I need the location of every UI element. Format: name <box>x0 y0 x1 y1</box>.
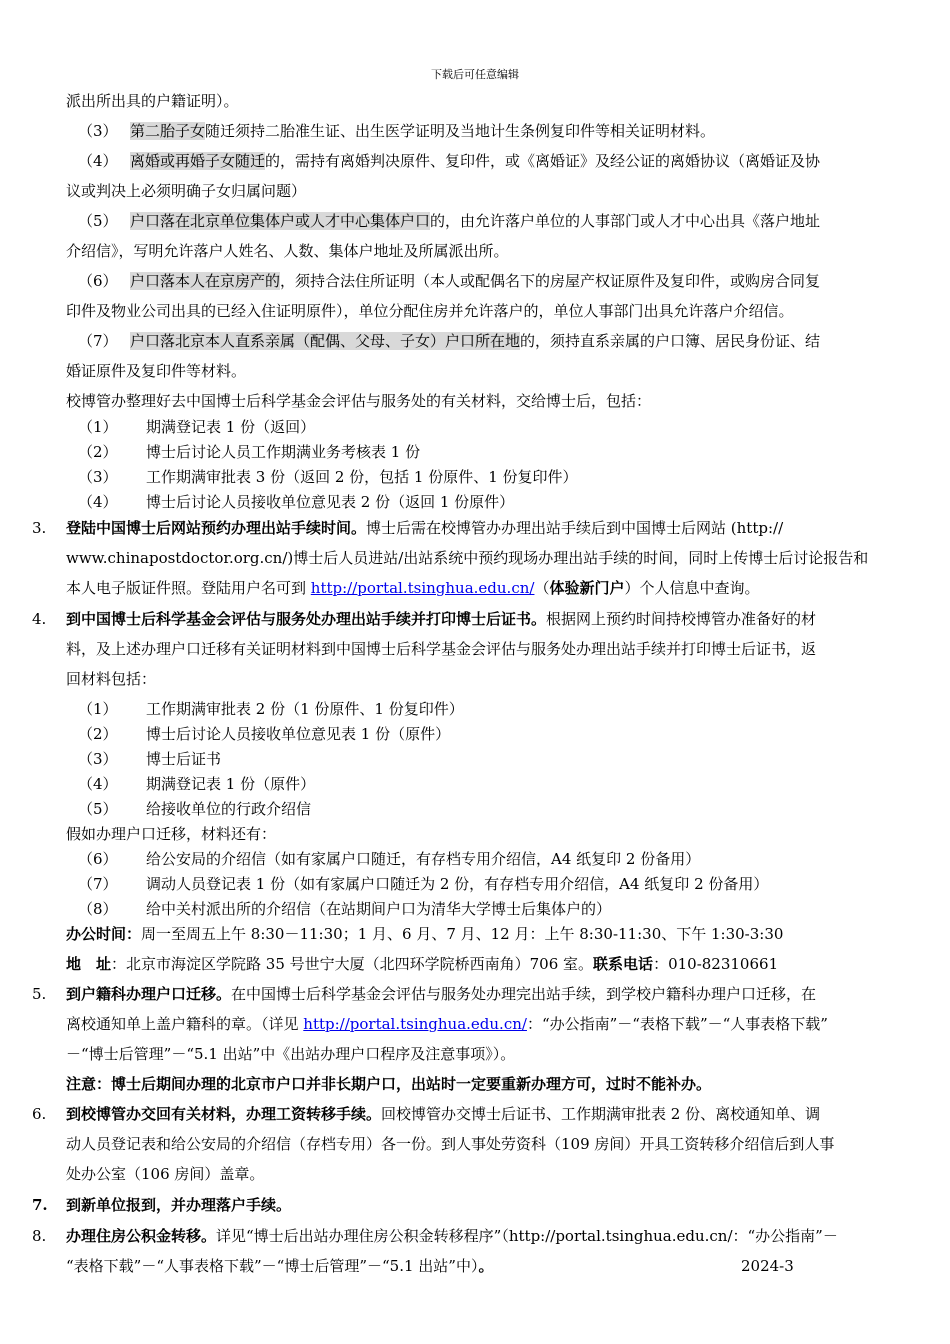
paragraph-line <box>66 984 816 1004</box>
paragraph-line <box>66 1014 828 1034</box>
highlighted-text: 户口落在北京单位集体户或人才中心集体户口 <box>130 212 431 230</box>
list-item <box>78 271 820 291</box>
step-text: 离校通知单上盖户籍科的章。（详见 <box>66 1015 304 1033</box>
item-text: 博士后讨论人员接收单位意见表 2 份（返回 1 份原件） <box>146 493 515 511</box>
paragraph-line <box>66 518 783 538</box>
paragraph-line: 假如办理户口迁移，材料还有： <box>66 825 277 843</box>
bold-text: 体验新门户 <box>549 579 625 597</box>
step-title: 到中国博士后科学基金会评估与服务处办理出站手续并打印博士后证书。 <box>66 610 547 628</box>
item-number: （5） <box>78 212 118 230</box>
step-text: 在中国博士后科学基金会评估与服务处办理完出站手续，到学校户籍科办理户口迁移，在 <box>231 985 817 1003</box>
paragraph-line: 回材料包括： <box>66 670 157 688</box>
paragraph-line: 介绍信》，写明允许落户人姓名、人数、集体户地址及所属派出所。 <box>66 242 509 260</box>
item-number: （7） <box>78 875 118 893</box>
highlighted-text: 离婚或再婚子女随迁 <box>130 152 266 170</box>
step-text: （ <box>534 579 550 597</box>
item-text: 博士后讨论人员工作期满业务考核表 1 份 <box>146 443 421 461</box>
step-text: “表格下载”－“人事表格下载”－“博士后管理”－“5.1 出站”中） <box>66 1257 479 1275</box>
list-item <box>78 467 578 487</box>
step-number: 4. <box>32 610 47 628</box>
list-item <box>78 799 311 819</box>
paragraph-line: 印件及物业公司出具的已经入住证明原件），单位分配住房并允许落户的，单位人事部门出具允许落户介绍信。 <box>66 302 794 320</box>
item-number: （7） <box>78 332 118 350</box>
item-number: （5） <box>78 800 118 818</box>
paragraph-line: www.chinapostdoctor.org.cn/)博士后人员进站/出站系统中预约现场办理出站手续的时间，同时上传博士后讨论报告和 <box>66 549 869 567</box>
item-text: 的，须持直系亲属的户口簿、居民身份证、结 <box>520 332 821 350</box>
item-text: 随迁须持二胎准生证、出生医学证明及当地计生条例复印件等相关证明材料。 <box>205 122 716 140</box>
item-text: 给接收单位的行政介绍信 <box>146 800 312 818</box>
paragraph-line <box>66 578 760 598</box>
item-number: （8） <box>78 900 118 918</box>
list-item <box>78 442 420 462</box>
paragraph-line: 议或判决上必须明确子女归属问题） <box>66 182 307 200</box>
list-item <box>78 849 700 869</box>
list-item <box>78 492 514 512</box>
list-item <box>78 874 768 894</box>
address-text: ：北京市海淀区学院路 35 号世宁大厦（北四环学院桥西南角）706 室。 <box>111 955 594 973</box>
highlighted-text: 第二胎子女 <box>130 122 206 140</box>
item-text: 给中关村派出所的介绍信（在站期间户口为清华大学博士后集体户的） <box>146 900 612 918</box>
paragraph-line <box>66 1256 494 1276</box>
address-label: 地 址 <box>66 955 112 973</box>
step-number: 7. <box>32 1196 48 1214</box>
step-number: 8. <box>32 1227 47 1245</box>
item-text: 的，需持有离婚判决原件、复印件，或《离婚证》及经公证的离婚协议（离婚证及协 <box>265 152 821 170</box>
hours-text: 周一至周五上午 8:30－11:30；1 月、6 月、7 月、12 月：上午 8:30-11:30、下午 1:30-3:30 <box>141 925 784 943</box>
item-number: （2） <box>78 443 118 461</box>
item-number: （3） <box>78 122 118 140</box>
phone-text: ：010-82310661 <box>653 955 779 973</box>
item-text: 调动人员登记表 1 份（如有家属户口随迁为 2 份，有存档专用介绍信，A4 纸复印 2 份备用） <box>146 875 769 893</box>
portal-link[interactable]: http://portal.tsinghua.edu.cn/ <box>310 579 535 597</box>
phone-label: 联系电话 <box>593 955 654 973</box>
paragraph-line: －“博士后管理”－“5.1 出站”中《出站办理户口程序及注意事项》）。 <box>66 1045 516 1063</box>
list-item <box>78 749 221 769</box>
step-text: 本人电子版证件照。登陆用户名可到 <box>66 579 311 597</box>
step-number: 6. <box>32 1105 47 1123</box>
list-item <box>78 211 820 231</box>
address-line <box>66 954 778 974</box>
paragraph-line: 派出所出具的户籍证明）。 <box>66 92 239 110</box>
hours-label: 办公时间： <box>66 925 142 943</box>
highlighted-text: 户口落本人在京房产的 <box>130 272 281 290</box>
item-number: （1） <box>78 418 118 436</box>
step-text: ：“办公指南”－“表格下载”－“人事表格下载” <box>526 1015 828 1033</box>
office-hours <box>66 924 783 944</box>
page-header: 下载后可任意编辑 <box>431 68 519 81</box>
item-text: 工作期满审批表 2 份（1 份原件、1 份复印件） <box>146 700 464 718</box>
paragraph-line: 料，及上述办理户口迁移有关证明材料到中国博士后科学基金会评估与服务处办理出站手续并打印博士后证书，返 <box>66 640 817 658</box>
step-number: 5. <box>32 985 47 1003</box>
step-title: 到校博管办交回有关材料，办理工资转移手续。 <box>66 1105 382 1123</box>
item-number: （6） <box>78 272 118 290</box>
item-text: 的，由允许落户单位的人事部门或人才中心出具《落户地址 <box>430 212 821 230</box>
step-title: 到户籍科办理户口迁移。 <box>66 985 232 1003</box>
step-title: 登陆中国博士后网站预约办理出站手续时间。 <box>66 519 367 537</box>
paragraph-line <box>66 1104 820 1124</box>
list-item <box>78 121 715 141</box>
list-item <box>78 699 464 719</box>
step-title: 到新单位报到，并办理落户手续。 <box>66 1196 292 1214</box>
step-text: 根据网上预约时间持校博管办准备好的材 <box>546 610 817 628</box>
portal-link[interactable]: http://portal.tsinghua.edu.cn/ <box>303 1015 527 1033</box>
document-date: 2024-3 <box>741 1257 794 1275</box>
step-text: 回校博管办交博士后证书、工作期满审批表 2 份、离校通知单、调 <box>381 1105 821 1123</box>
item-number: （3） <box>78 468 118 486</box>
paragraph-line: 动人员登记表和给公安局的介绍信（存档专用）各一份。到人事处劳资科（109 房间）开具工资转移介绍信后到人事 <box>66 1135 835 1153</box>
item-number: （4） <box>78 493 118 511</box>
item-text: 博士后证书 <box>146 750 222 768</box>
item-text: ，须持合法住所证明（本人或配偶名下的房屋产权证原件及复印件，或购房合同复 <box>280 272 821 290</box>
list-item <box>78 774 315 794</box>
list-item <box>78 899 611 919</box>
step-title: 办理住房公积金转移。 <box>66 1227 217 1245</box>
item-number: （2） <box>78 725 118 743</box>
item-number: （3） <box>78 750 118 768</box>
item-number: （6） <box>78 850 118 868</box>
paragraph-line: 婚证原件及复印件等材料。 <box>66 362 247 380</box>
step-text: 详见“博士后出站办理住房公积金转移程序”（http://portal.tsinghua.edu.cn/：“办公指南”－ <box>216 1227 838 1245</box>
paragraph-line: 校博管办整理好去中国博士后科学基金会评估与服务处的有关材料，交给博士后，包括： <box>66 392 652 410</box>
item-number: （4） <box>78 775 118 793</box>
warning-note: 注意：博士后期间办理的北京市户口并非长期户口，出站时一定要重新办理方可，过时不能补办。 <box>66 1075 712 1093</box>
item-number: （1） <box>78 700 118 718</box>
paragraph-line <box>66 609 816 629</box>
item-text: 期满登记表 1 份（原件） <box>146 775 316 793</box>
step-number: 3. <box>32 519 47 537</box>
item-text: 博士后讨论人员接收单位意见表 1 份（原件） <box>146 725 451 743</box>
step-text: 。 <box>478 1257 494 1275</box>
highlighted-text: 户口落北京本人直系亲属（配偶、父母、子女）户口所在地 <box>130 332 521 350</box>
list-item <box>78 151 820 171</box>
list-item <box>78 724 450 744</box>
item-number: （4） <box>78 152 118 170</box>
step-text: 博士后需在校博管办办理出站手续后到中国博士后网站 (http:// <box>366 519 784 537</box>
step-text: ）个人信息中查询。 <box>624 579 760 597</box>
item-text: 期满登记表 1 份（返回） <box>146 418 316 436</box>
item-text: 工作期满审批表 3 份（返回 2 份，包括 1 份原件、1 份复印件） <box>146 468 578 486</box>
item-text: 给公安局的介绍信（如有家属户口随迁，有存档专用介绍信，A4 纸复印 2 份备用） <box>146 850 701 868</box>
paragraph-line: 处办公室（106 房间）盖章。 <box>66 1165 265 1183</box>
list-item <box>78 417 315 437</box>
paragraph-line <box>66 1226 838 1246</box>
list-item <box>78 331 820 351</box>
